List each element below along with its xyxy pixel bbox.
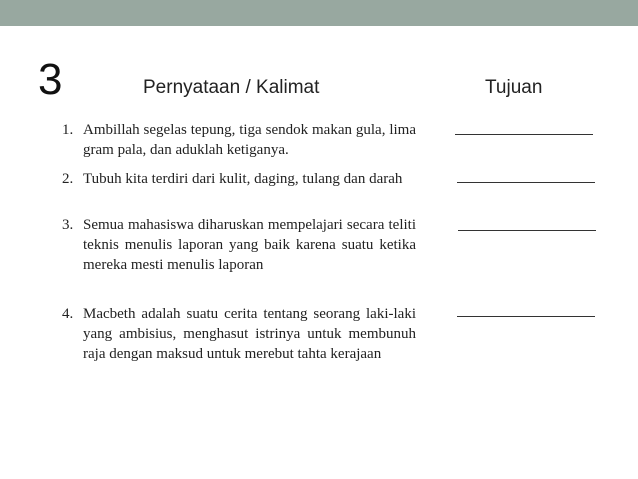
list-item <box>62 169 416 189</box>
item-number: 3. <box>62 217 74 233</box>
item-text: Ambillah segelas tepung, tiga sendok makan gula, lima gram pala, dan aduklah ketiganya. <box>83 122 416 158</box>
list-item <box>62 120 416 160</box>
list-item <box>62 215 416 275</box>
item-text: Macbeth adalah suatu cerita tentang seorang laki-laki yang ambisius, menghasut istrinya untuk membunuh raja dengan maksud untuk merebut tahta kerajaan <box>83 306 416 362</box>
answer-blank-line[interactable] <box>457 316 595 317</box>
item-number: 2. <box>62 171 74 187</box>
answer-blank-line[interactable] <box>457 182 595 183</box>
item-number: 1. <box>62 122 74 138</box>
list-item <box>62 304 416 364</box>
purpose-column-header: Tujuan <box>485 77 543 98</box>
item-number: 4. <box>62 306 74 322</box>
answer-blank-line[interactable] <box>455 134 593 135</box>
slide-number: 3 <box>38 55 63 104</box>
item-text: Tubuh kita terdiri dari kulit, daging, tulang dan darah <box>83 171 403 187</box>
top-accent-bar <box>0 0 638 26</box>
answer-blank-line[interactable] <box>458 230 596 231</box>
statement-column-header: Pernyataan / Kalimat <box>143 77 320 98</box>
item-text: Semua mahasiswa diharuskan mempelajari secara teliti teknis menulis laporan yang baik karena suatu ketika mereka mesti menulis laporan <box>83 217 416 273</box>
